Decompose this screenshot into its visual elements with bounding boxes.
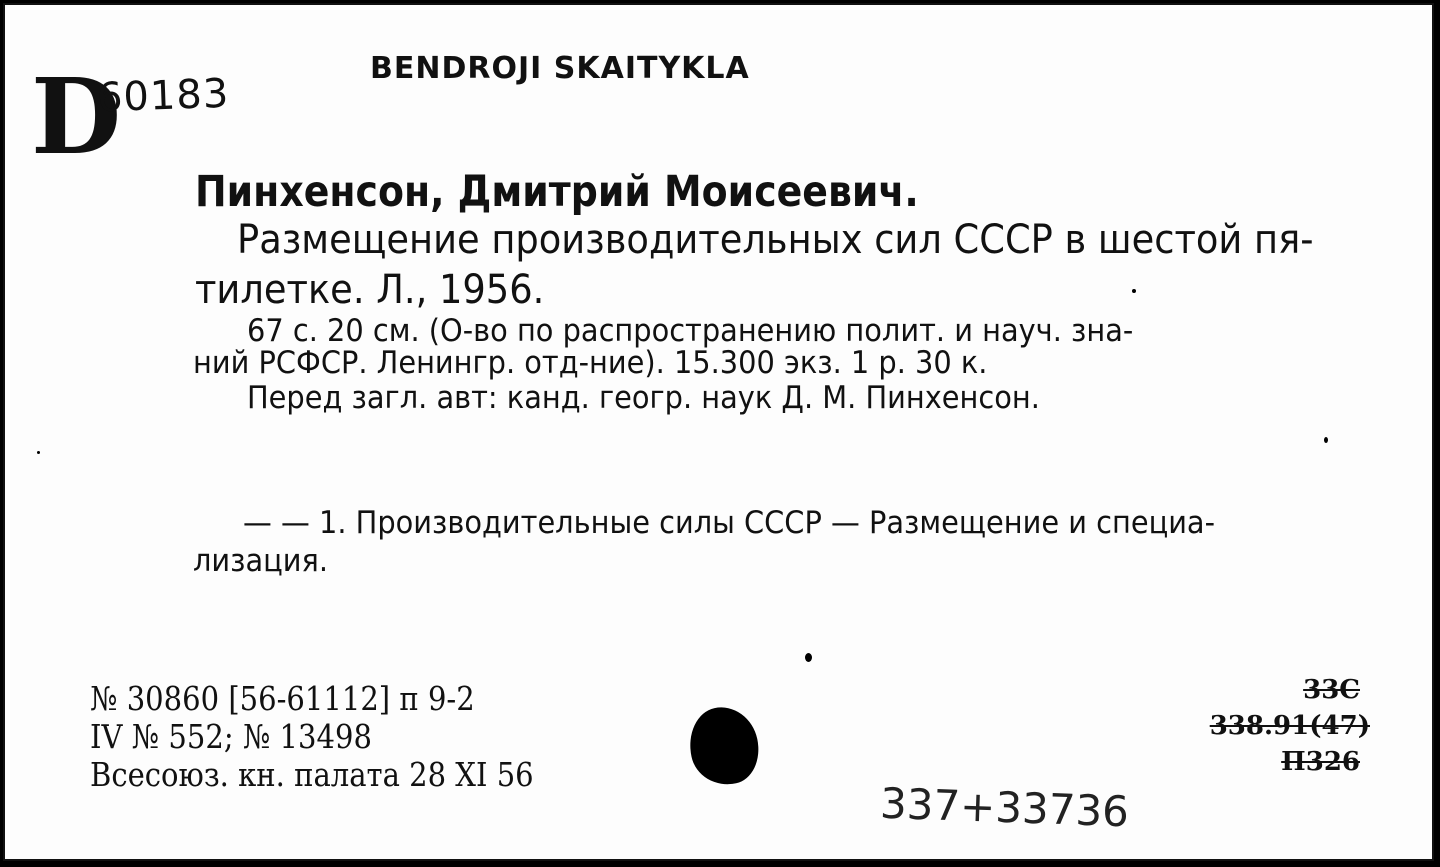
author-note-line: Перед загл. авт: канд. геогр. наук Д. М. Пинхенсон. [247, 380, 1040, 416]
ink-dot [1132, 289, 1136, 293]
ink-dot [37, 451, 40, 454]
classification-code-1: 33C [1303, 675, 1360, 705]
corner-letter: D [31, 55, 122, 178]
title-line-1: Размещение производительных сил СССР в шестой пя- [237, 217, 1314, 263]
registration-line-1: № 30860 [56-61112] п 9-2 [90, 679, 475, 718]
classification-code-2: 338.91(47) [1209, 711, 1370, 741]
library-stamp: BENDROJI SKAITYKLA [370, 51, 750, 86]
subject-line-2: лизация. [193, 543, 329, 579]
subject-line-1: — — 1. Производительные силы СССР — Размещение и специа- [243, 505, 1216, 541]
description-line-2: ний РСФСР. Ленингр. отд-ние). 15.300 экз. 1 р. 30 к. [193, 345, 988, 381]
ink-dot [805, 653, 812, 662]
ink-dot [1324, 437, 1328, 443]
title-line-2: тилетке. Л., 1956. [195, 267, 545, 313]
registration-line-2: IV № 552; № 13498 [90, 717, 372, 756]
ink-blot [683, 701, 766, 791]
description-line-1: 67 с. 20 см. (О-во по распространению полит. и науч. зна- [247, 313, 1134, 349]
author-heading: Пинхенсон, Дмитрий Моисеевич. [195, 167, 919, 217]
classification-code-3: П326 [1281, 747, 1360, 777]
handwritten-inventory-number: 60183 [96, 70, 231, 122]
handwritten-bottom-number: 337+33736 [879, 778, 1130, 837]
catalog-card [3, 3, 1434, 861]
registration-line-3: Всесоюз. кн. палата 28 XI 56 [90, 755, 534, 794]
